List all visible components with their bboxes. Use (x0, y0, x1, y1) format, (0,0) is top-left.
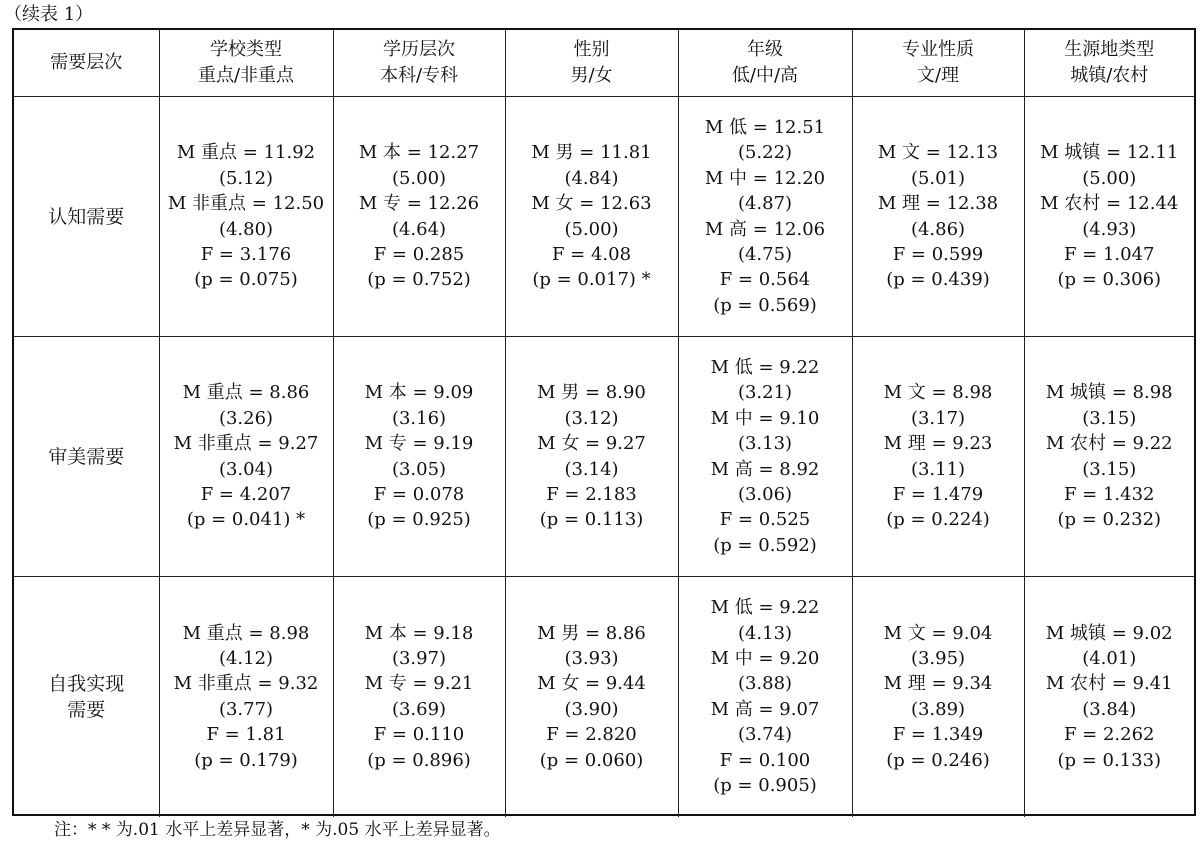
cell-line: F = 4.207 (200, 483, 292, 505)
cell-line: M 中 = 9.10 (710, 407, 820, 429)
cell-line: F = 1.81 (206, 724, 286, 746)
cell-line: M 高 = 12.06 (704, 218, 826, 240)
cell-line: (3.14) (564, 458, 619, 480)
cell-line: F = 0.599 (892, 243, 984, 265)
header-origin-type (1024, 30, 1194, 97)
cell-line: (4.80) (218, 218, 274, 240)
cell-line: M 本 = 9.18 (364, 622, 474, 644)
cell-education-level (333, 97, 505, 337)
cell-line: (5.12) (218, 167, 274, 189)
header-gender (505, 30, 678, 97)
cell-line: (p = 0.439) (886, 269, 990, 291)
cell-line: F = 0.525 (719, 509, 811, 531)
row-label-text: 自我实现 (48, 672, 125, 695)
cell-major-type (852, 97, 1024, 337)
cell-line: F = 3.176 (200, 243, 292, 265)
cell-line: M 低 = 9.22 (710, 597, 820, 619)
cell-line: M 重点 = 8.86 (182, 382, 310, 404)
cell-line: (4.93) (1082, 218, 1137, 240)
cell-origin-type (1024, 97, 1194, 337)
cell-line: M 非重点 = 9.32 (173, 673, 319, 695)
cell-line: (p = 0.925) (367, 509, 471, 531)
cell-line: M 非重点 = 9.27 (173, 433, 319, 455)
cell-line: (4.01) (1082, 647, 1137, 669)
row-label-cell (14, 337, 159, 577)
cell-line: M 女 = 12.63 (531, 193, 652, 215)
header-education-level (333, 30, 505, 97)
cell-line: F = 1.047 (1063, 243, 1155, 265)
header-subtitle: 文/理 (916, 65, 960, 86)
header-row-label: 需要层次 (14, 30, 159, 97)
cell-line: (3.93) (564, 647, 619, 669)
cell-line: M 文 = 12.13 (877, 142, 999, 164)
header-subtitle: 男/女 (570, 65, 613, 86)
header-school-type (159, 30, 333, 97)
cell-line: (5.00) (1082, 167, 1137, 189)
cell-line: (3.05) (391, 458, 447, 480)
cell-line: (5.22) (737, 142, 793, 164)
cell-line: (p = 0.041) * (186, 509, 306, 531)
table-row (14, 577, 1194, 817)
cell-line: (4.75) (737, 243, 793, 265)
cell-line: M 农村 = 9.41 (1045, 673, 1173, 695)
header-subtitle: 低/中/高 (731, 65, 799, 86)
header-title: 学校类型 (210, 39, 282, 60)
cell-line: (4.84) (564, 167, 619, 189)
cell-line: (3.84) (1082, 698, 1137, 720)
cell-line: (4.86) (910, 218, 966, 240)
table-caption: （续表 1） (4, 4, 94, 25)
cell-line: M 理 = 9.34 (883, 673, 993, 695)
cell-line: F = 0.078 (373, 483, 465, 505)
cell-line: F = 0.100 (719, 749, 811, 771)
cell-line: (p = 0.179) (194, 749, 298, 771)
cell-line: (3.04) (218, 458, 274, 480)
cell-line: (5.00) (564, 218, 619, 240)
cell-education-level (333, 337, 505, 577)
cell-line: M 理 = 9.23 (883, 433, 993, 455)
row-label-text: 认知需要 (48, 205, 125, 228)
cell-grade (678, 97, 852, 337)
header-title: 专业性质 (902, 39, 974, 60)
cell-line: (3.77) (218, 698, 274, 720)
cell-line: (p = 0.113) (539, 509, 644, 531)
cell-line: (3.15) (1082, 407, 1137, 429)
cell-line: (p = 0.905) (713, 774, 817, 796)
cell-line: (p = 0.133) (1057, 749, 1162, 771)
cell-line: M 中 = 9.20 (710, 647, 820, 669)
cell-gender (505, 97, 678, 337)
cell-grade (678, 577, 852, 817)
cell-line: M 专 = 9.21 (364, 673, 474, 695)
row-label-text: 需要 (67, 698, 106, 721)
cell-line: M 城镇 = 8.98 (1045, 382, 1173, 404)
cell-line: (3.69) (391, 698, 447, 720)
cell-line: F = 0.110 (373, 724, 465, 746)
cell-line: (3.88) (737, 673, 793, 695)
cell-line: (4.12) (218, 647, 274, 669)
header-title: 生源地类型 (1064, 39, 1155, 60)
cell-line: M 男 = 8.90 (537, 382, 646, 404)
cell-school-type (159, 97, 333, 337)
data-table (12, 28, 1196, 816)
cell-line: F = 2.262 (1063, 724, 1155, 746)
cell-line: M 女 = 9.44 (537, 673, 646, 695)
cell-line: M 城镇 = 12.11 (1040, 142, 1179, 164)
cell-line: M 文 = 8.98 (883, 382, 993, 404)
cell-line: M 重点 = 8.98 (182, 622, 310, 644)
cell-line: (p = 0.569) (713, 294, 817, 316)
cell-line: F = 4.08 (551, 243, 632, 265)
cell-line: F = 0.285 (373, 243, 465, 265)
cell-line: F = 2.183 (546, 483, 637, 505)
cell-major-type (852, 337, 1024, 577)
cell-line: (p = 0.060) (539, 749, 644, 771)
cell-line: M 非重点 = 12.50 (167, 193, 325, 215)
row-label-cell (14, 97, 159, 337)
cell-line: (3.16) (391, 407, 447, 429)
cell-line: M 专 = 12.26 (358, 193, 480, 215)
cell-line: M 男 = 11.81 (531, 142, 652, 164)
cell-line: M 本 = 12.27 (358, 142, 480, 164)
cell-line: M 中 = 12.20 (704, 167, 826, 189)
cell-line: (3.06) (737, 483, 793, 505)
cell-gender (505, 577, 678, 817)
cell-line: (3.12) (564, 407, 619, 429)
cell-gender (505, 337, 678, 577)
cell-line: (p = 0.246) (886, 749, 990, 771)
cell-line: (3.97) (391, 647, 447, 669)
cell-line: M 男 = 8.86 (537, 622, 646, 644)
cell-line: (4.13) (737, 622, 793, 644)
header-major-type (852, 30, 1024, 97)
cell-line: (3.26) (218, 407, 274, 429)
cell-line: (p = 0.017) * (532, 269, 651, 291)
cell-line: M 低 = 9.22 (710, 356, 820, 378)
cell-line: F = 1.432 (1063, 483, 1155, 505)
cell-line: (4.64) (391, 218, 447, 240)
header-title: 学历层次 (383, 39, 455, 60)
cell-line: (3.74) (737, 724, 793, 746)
cell-line: M 专 = 9.19 (364, 433, 474, 455)
cell-line: M 高 = 8.92 (710, 458, 820, 480)
cell-line: M 城镇 = 9.02 (1045, 622, 1173, 644)
row-label-text: 审美需要 (48, 445, 125, 468)
table-row (14, 97, 1194, 337)
cell-line: M 女 = 9.27 (537, 433, 646, 455)
cell-line: M 低 = 12.51 (704, 116, 826, 138)
cell-line: (3.13) (737, 433, 793, 455)
cell-line: M 高 = 9.07 (710, 698, 820, 720)
cell-line: (5.01) (910, 167, 966, 189)
cell-origin-type (1024, 577, 1194, 817)
cell-line: (3.11) (910, 458, 966, 480)
header-title: 性别 (573, 39, 610, 60)
row-label-cell (14, 577, 159, 817)
cell-line: (p = 0.896) (367, 749, 471, 771)
cell-origin-type (1024, 337, 1194, 577)
cell-line: M 农村 = 12.44 (1040, 193, 1179, 215)
header-grade (678, 30, 852, 97)
cell-line: (3.17) (910, 407, 966, 429)
cell-line: (3.21) (737, 382, 793, 404)
cell-line: (p = 0.592) (713, 534, 817, 556)
cell-line: (5.00) (391, 167, 447, 189)
cell-grade (678, 337, 852, 577)
cell-line: (p = 0.752) (367, 269, 471, 291)
cell-line: F = 1.479 (892, 483, 984, 505)
cell-school-type (159, 337, 333, 577)
cell-line: M 农村 = 9.22 (1045, 433, 1173, 455)
cell-line: (3.89) (910, 698, 966, 720)
table-row (14, 337, 1194, 577)
cell-line: (p = 0.075) (194, 269, 298, 291)
cell-line: (p = 0.224) (886, 509, 990, 531)
cell-line: M 理 = 12.38 (877, 193, 999, 215)
header-subtitle: 本科/专科 (379, 65, 459, 86)
cell-line: M 文 = 9.04 (883, 622, 993, 644)
cell-line: F = 2.820 (546, 724, 637, 746)
cell-line: (3.90) (564, 698, 619, 720)
header-title: 年级 (747, 39, 783, 60)
header-subtitle: 城镇/农村 (1070, 65, 1149, 86)
cell-line: (p = 0.232) (1057, 509, 1162, 531)
cell-line: F = 0.564 (719, 269, 811, 291)
cell-line: (3.15) (1082, 458, 1137, 480)
header-subtitle: 重点/非重点 (197, 65, 295, 86)
cell-major-type (852, 577, 1024, 817)
cell-line: (3.95) (910, 647, 966, 669)
table-footnote: 注：* * 为.01 水平上差异显著，* 为.05 水平上差异显著。 (54, 820, 501, 840)
cell-line: (p = 0.306) (1057, 269, 1162, 291)
cell-education-level (333, 577, 505, 817)
cell-line: M 重点 = 11.92 (176, 142, 316, 164)
cell-school-type (159, 577, 333, 817)
cell-line: M 本 = 9.09 (364, 382, 474, 404)
cell-line: (4.87) (737, 193, 793, 215)
cell-line: F = 1.349 (892, 724, 984, 746)
header-row (14, 30, 1194, 97)
